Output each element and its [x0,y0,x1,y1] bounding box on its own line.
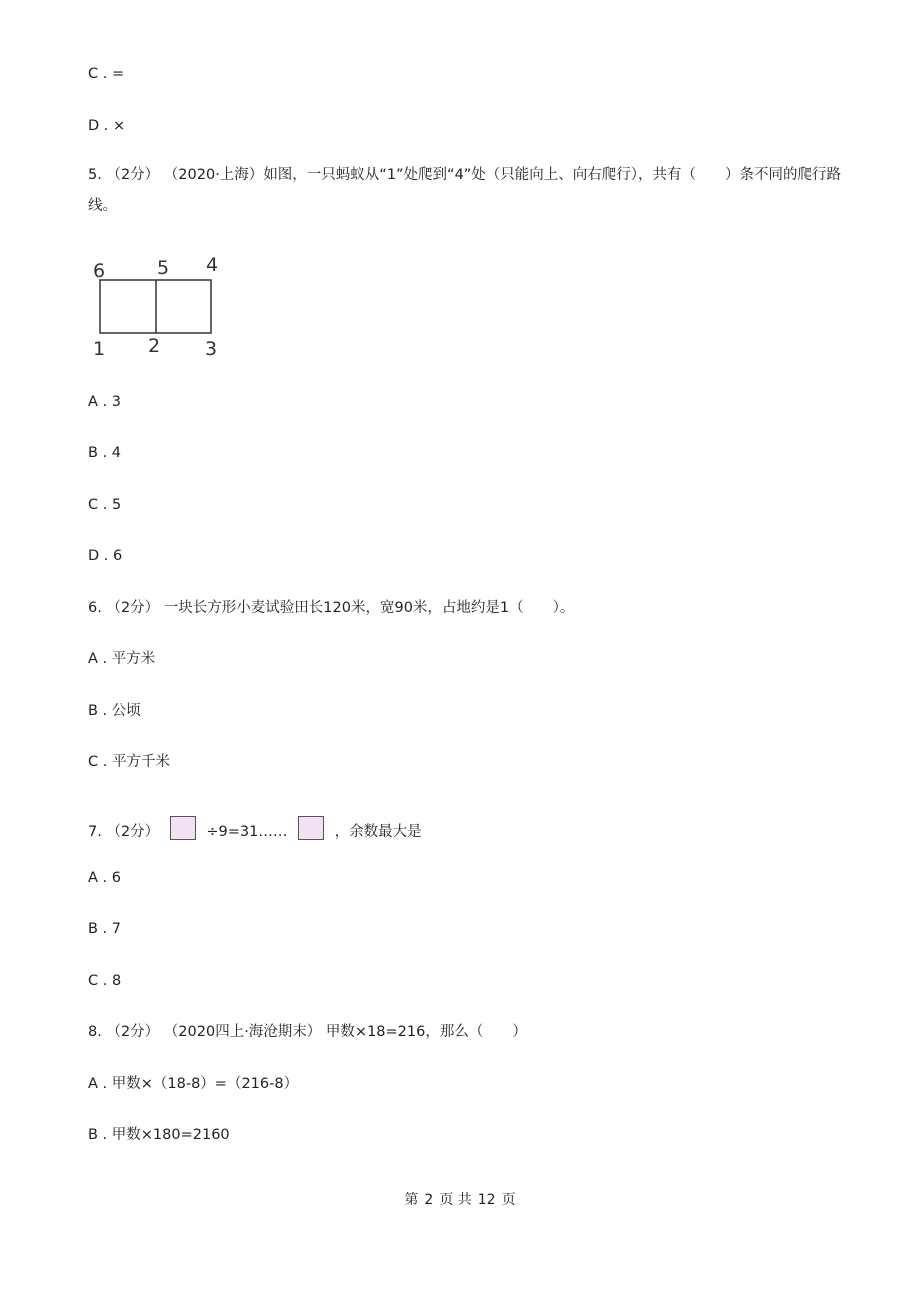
q5-option-d: D . 6 [88,548,123,564]
q7-score: （2分） [106,824,160,840]
q5-number: 5. [88,167,102,183]
q4-option-c: C . = [88,66,125,82]
grid-label-5: 5 [157,257,170,279]
q8-number: 8. [88,1024,102,1040]
q8-option-a: A . 甲数×（18-8）=（216-8） [88,1076,299,1092]
grid-label-1: 1 [93,338,106,360]
q6-stem [88,598,574,618]
q6-option-b: B . 公顷 [88,703,141,719]
q6-score: （2分） [106,600,160,616]
q8-score: （2分） [106,1024,160,1040]
q7-stem [88,816,422,842]
q5-option-c: C . 5 [88,497,122,513]
current-page: 2 [424,1192,434,1208]
q6-option-a: A . 平方米 [88,651,156,667]
grid-label-2: 2 [148,335,161,357]
q5-stem [88,160,868,222]
q8-text: 甲数×18=216，那么（ ） [325,1024,527,1040]
remainder-blank-box [298,816,324,840]
q8-source: （2020四上·海沧期末） [163,1024,322,1040]
q6-text: 一块长方形小麦试验田长120米，宽90米，占地约是1（ ）。 [163,600,575,616]
q8-stem [88,1022,527,1042]
q5-option-a: A . 3 [88,394,121,410]
q7-option-a: A . 6 [88,870,121,886]
q4-option-d: D . × [88,118,126,134]
q7-option-b: B . 7 [88,921,122,937]
q6-option-c: C . 平方千米 [88,754,170,770]
q7-number: 7. [88,824,102,840]
q5-score: （2分） [106,167,160,183]
q5-text: 如图，一只蚂蚁从“1”处爬到“4”处（只能向上、向右爬行），共有（ ）条不同的爬行路线。 [88,167,842,214]
q7-tail: ，余数最大是 [334,824,422,840]
q5-option-b: B . 4 [88,445,122,461]
q5-grid-diagram [88,255,228,360]
total-pages: 12 [477,1192,496,1208]
q6-number: 6. [88,600,102,616]
grid-label-3: 3 [205,338,218,360]
q8-option-b: B . 甲数×180=2160 [88,1127,230,1143]
page-footer: 第 2 页 共 12 页 [404,1192,516,1208]
dividend-blank-box [170,816,196,840]
q5-source: （2020·上海） [163,167,264,183]
q7-option-c: C . 8 [88,973,122,989]
grid-label-4: 4 [206,255,219,276]
grid-label-6: 6 [93,260,106,282]
q7-middle: ÷9=31…… [206,824,288,840]
